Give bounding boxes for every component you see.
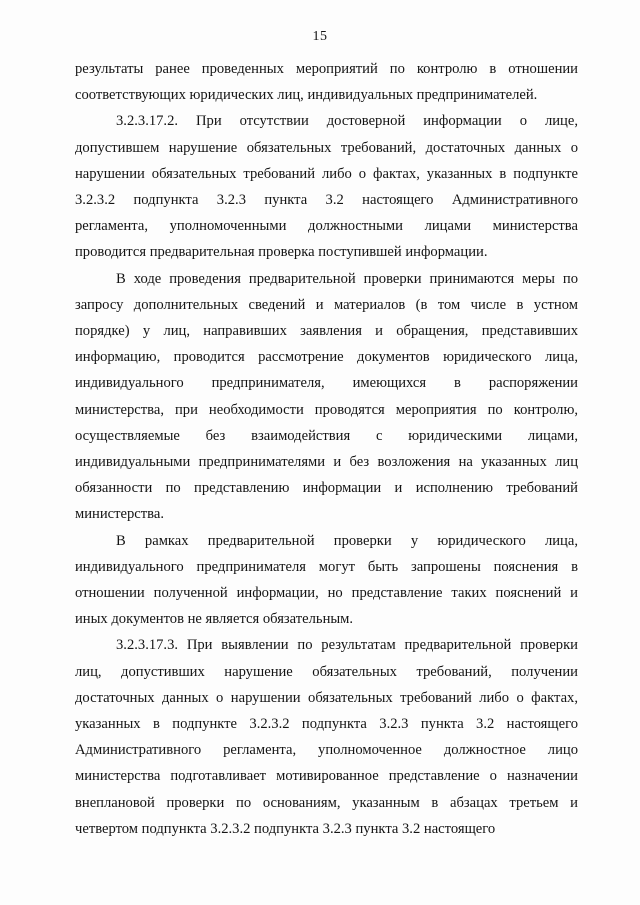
text-line: индивидуального предпринимателя могут быть запрошены пояснения в [75,558,578,575]
text-line: 3.2.3.17.2. При отсутствии достоверной информации о лице, [116,113,578,130]
text-line: В рамках предварительной проверки у юридического лица, [116,532,578,549]
text-line: регламента, уполномоченными должностными лицами министерства [75,218,578,235]
text-line: информацию, проводится рассмотрение документов юридического лица, [75,349,578,366]
text-line: указанных в подпункте 3.2.3.2 подпункта 3.2.3 пункта 3.2 настоящего [75,716,578,733]
text-line: отношении полученной информации, но представление таких пояснений и [75,585,578,602]
page-number: 15 [312,29,328,44]
text-line: проводится предварительная проверка поступившей информации. [75,244,488,261]
paragraph-continuation [75,56,578,108]
text-line: порядке) у лиц, направивших заявления и обращения, представивших [75,323,578,340]
text-line: Административного регламента, уполномоченное должностное лицо [75,742,578,759]
text-line: лиц, допустивших нарушение обязательных требований, получении [75,663,578,680]
text-line: осуществляемые без взаимодействия с юридическими лицами, [75,427,578,444]
paragraph-p-3-2-3-17-2 [75,108,578,265]
text-line: 3.2.3.2 подпункта 3.2.3 пункта 3.2 настоящего Административного [75,192,578,209]
text-line: допустившем нарушение обязательных требований, достаточных данных о [75,139,578,156]
text-line: четвертом подпункта 3.2.3.2 подпункта 3.2.3 пункта 3.2 настоящего [75,820,496,837]
text-line: индивидуального предпринимателя, имеющихся в распоряжении [75,375,578,392]
text-line: соответствующих юридических лиц, индивидуальных предпринимателей. [75,87,538,104]
text-line: 3.2.3.17.3. При выявлении по результатам предварительной проверки [116,637,578,654]
text-line: министерства, при необходимости проводятся мероприятия по контролю, [75,401,578,418]
text-line: министерства. [75,506,164,523]
document-body [75,56,578,842]
text-line: обязанности по представлению информации и исполнению требований [75,480,578,497]
paragraph-p-preliminary-check [75,266,578,528]
text-line: индивидуальными предпринимателями и без возложения на указанных лиц [75,454,578,471]
text-line: внеплановой проверки по основаниям, указанным в абзацах третьем и [75,794,578,811]
text-line: В ходе проведения предварительной проверки принимаются меры по [116,270,578,287]
text-line: министерства подготавливает мотивированное представление о назначении [75,768,578,785]
text-line: запросу дополнительных сведений и материалов (в том числе в устном [75,296,578,313]
paragraph-p-3-2-3-17-3 [75,632,578,842]
text-line: нарушении обязательных требований либо о фактах, указанных в подпункте [75,165,578,182]
text-line: иных документов не является обязательным. [75,611,354,628]
paragraph-p-explanations [75,528,578,633]
text-line: достаточных данных о нарушении обязательных требований либо о фактах, [75,689,578,706]
text-line: результаты ранее проведенных мероприятий по контролю в отношении [75,61,578,77]
